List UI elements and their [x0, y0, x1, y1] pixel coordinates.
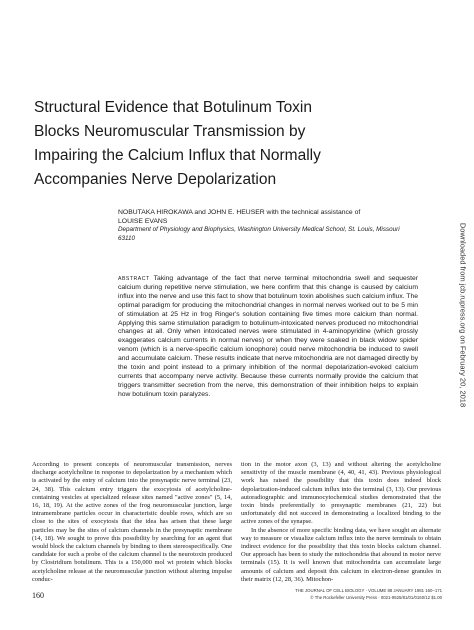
footer-line-2: © The Rockefeller University Press · 0021-9525/81/01/0160/12 $1.00	[310, 594, 442, 600]
abstract-label: ABSTRACT	[118, 276, 150, 282]
title-line-2: Blocks Neuromuscular Transmission by	[34, 123, 306, 140]
footer-line-1: THE JOURNAL OF CELL BIOLOGY · VOLUME 88 JANUARY 1981 160–171	[295, 588, 442, 593]
body-paragraph: According to present concepts of neuromuscular transmission, nerves discharge acetylcholine in response to depolarization by a mechanism which is activated by the entry of calcium into the presynaptic nerve terminal (23, 24, 38). This calcium entry triggers the exocytosis of acetylcholine-containing vesicles at specialized release sites named "active zones" (5, 14, 16, 18, 19). At the active zones of the frog neuromuscular junction, large intramembrane particles occur in characteristic double rows, which are so close to the sites of exocytosis that the idea has arisen that these large particles may be the sites of calcium channels in the presynaptic membrane (14, 18). We sought to prove this possibility by searching for an agent that would block the calcium channels by binding to them stereospecifically. One candidate for such a probe of the calcium channel is the neurotoxin produced by Clostridium botulinum. This is a 150,000 mol wt protein which blocks acetylcholine release at the neuromuscular junction without altering impulse conduc-	[32, 461, 232, 583]
article-title	[34, 96, 424, 192]
abstract-text: Taking advantage of the fact that nerve terminal mitochondria swell and sequester calcium during repetitive nerve stimulation, we here confirm that this change is caused by calcium influx into the nerve and use this fact to show that botulinum toxin abolishes such calcium influx. The optimal paradigm for producing the mitochondrial changes in normal nerves worked out to be 5 min of stimulation at 25 Hz in frog Ringer's solution containing five times more calcium than normal. Applying this same stimulation paradigm to botulinum-intoxicated nerves produced no mitochondrial changes at all. Only when intoxicated nerves were stimulated in 4-aminopyridine (which grossly exaggerates calcium currents in normal nerves) or when they were soaked in black widow spider venom (which is a nerve-specific calcium ionophore) could nerve mitochondria be induced to swell and accumulate calcium. These results indicate that nerve mitochondria are not damaged directly by the toxin and point instead to a primary inhibition of the normal depolarization-evoked calcium currents that accompany nerve activity. Because these currents normally provide the calcium that triggers transmitter secretion from the nerve, this demonstration of their inhibition helps to explain how botulinum toxin paralyzes.	[118, 275, 418, 398]
body-column-right	[241, 461, 441, 584]
affiliation-line-2: 63110	[118, 234, 136, 242]
body-paragraph: In the absence of more specific binding data, we have sought an alternate way to measure or visualize calcium influx into the nerve terminals to obtain indirect evidence for the possibility that this toxin blocks calcium channel. Our approach has been to study the mitochondria that abound in motor nerve terminals (15). It is well known that mitochondria can accumulate large amounts of calcium and deposit this calcium in electron-dense granules in their matrix (12, 28, 36). Mitochon-	[241, 526, 441, 583]
title-line-3: Impairing the Calcium Influx that Normally	[34, 147, 321, 164]
body-column-left	[32, 461, 232, 584]
title-line-1: Structural Evidence that Botulinum Toxin	[34, 99, 313, 116]
affiliation	[118, 226, 428, 243]
body-paragraph: tion in the motor axon (3, 13) and without altering the acetylcholine sensitivity of the muscle membrane (4, 40, 41, 43). Previous physiological work has raised the possibility that this toxin does indeed block depolarization-induced calcium influx into the terminal (3, 13). Our previous autoradiographic and immunocytochemical studies demonstrated that the toxin binds preferentially to presynaptic membranes (21, 22) but unfortunately did not succeed in demonstrating a localized binding to the active zones of the synapse.	[241, 461, 441, 526]
download-side-note: Downloaded from jcb.rupress.org on February 20, 2018	[458, 222, 468, 408]
authors-line-2: LOUISE EVANS	[118, 218, 168, 225]
affiliation-line-1: Department of Physiology and Biophysics, Washington University Medical School, St. Louis, Missouri	[118, 226, 400, 233]
journal-footer	[295, 588, 442, 601]
author-list	[118, 208, 428, 226]
page-number: 160	[32, 591, 44, 600]
abstract	[118, 275, 418, 400]
authors-line-1: NOBUTAKA HIROKAWA and JOHN E. HEUSER with the technical assistance of	[118, 209, 361, 216]
title-line-4: Accompanies Nerve Depolarization	[34, 171, 277, 188]
